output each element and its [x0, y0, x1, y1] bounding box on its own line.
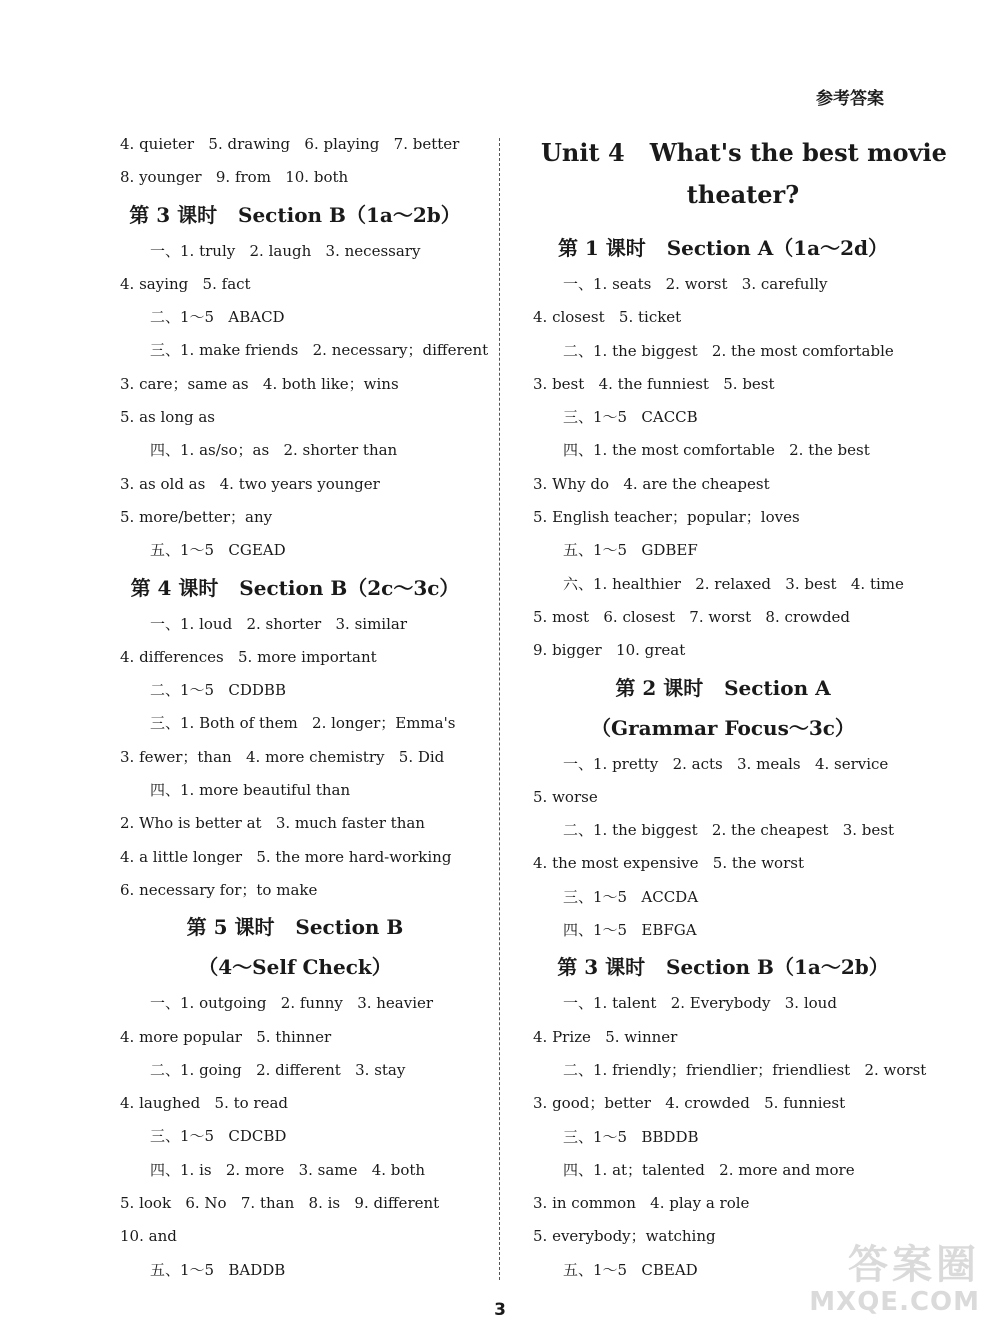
answer-line: 二、1～5 CDDBB — [150, 681, 286, 700]
answer-line: 5. more/better；any — [120, 507, 273, 526]
answer-line: 二、1. friendly；friendlier；friendliest 2. worst — [563, 1060, 927, 1079]
answer-line: 3. care；same as 4. both like；wins — [120, 374, 399, 393]
answer-line: 4. laughed 5. to read — [120, 1094, 289, 1113]
watermark-text: 答案圈 — [848, 1242, 980, 1288]
answer-line: 五、1～5 GDBEF — [563, 541, 698, 560]
left-column — [120, 128, 489, 1287]
section-heading: 第 5 课时 Section B — [186, 915, 404, 940]
answer-line: 3. as old as 4. two years younger — [120, 474, 380, 493]
answer-line: 四、1. the most comfortable 2. the best — [563, 441, 870, 460]
answer-line: 一、1. loud 2. shorter 3. similar — [150, 614, 407, 633]
page-header-title: 参考答案 — [816, 89, 884, 109]
answer-line: 六、1. healthier 2. relaxed 3. best 4. time — [563, 574, 904, 593]
answer-line: 一、1. seats 2. worst 3. carefully — [563, 275, 828, 293]
answer-line: 8. younger 9. from 10. both — [120, 168, 349, 187]
answer-line: 三、1～5 ACCDA — [563, 887, 699, 906]
column-divider — [499, 138, 500, 1280]
answer-line: 3. good；better 4. crowded 5. funniest — [533, 1094, 846, 1113]
answer-line: 5. as long as — [120, 408, 215, 427]
answer-line: 6. necessary for；to make — [120, 880, 318, 899]
watermark — [730, 1243, 980, 1317]
answer-line: 二、1～5 ABACD — [150, 308, 285, 327]
answer-line: 五、1～5 BADDB — [150, 1260, 286, 1279]
answer-line: 5. English teacher；popular；loves — [533, 508, 800, 527]
answer-line: 4. quieter 5. drawing 6. playing 7. better — [120, 135, 460, 153]
answer-line: 三、1. Both of them 2. longer；Emma's — [150, 714, 456, 733]
section-heading: 第 2 课时 Section A — [615, 675, 831, 700]
section-heading: 第 1 课时 Section A（1a～2d） — [557, 236, 889, 260]
watermark-url: MXQE.COM — [809, 1287, 980, 1317]
answer-line: 一、1. pretty 2. acts 3. meals 4. service — [563, 754, 889, 773]
section-heading: （4～Self Check） — [198, 955, 392, 980]
answer-line: 5. worse — [533, 787, 598, 806]
answer-line: 四、1. is 2. more 3. same 4. both — [150, 1160, 426, 1179]
answer-line: 三、1. make friends 2. necessary；different — [150, 341, 489, 360]
answer-line: 一、1. talent 2. Everybody 3. loud — [563, 994, 837, 1013]
answer-line: 4. a little longer 5. the more hard-working — [120, 847, 452, 866]
section-heading: （Grammar Focus～3c） — [591, 715, 855, 740]
answer-line: 10. and — [120, 1227, 177, 1246]
answer-line: 5. look 6. No 7. than 8. is 9. different — [120, 1194, 440, 1213]
answer-line: 四、1. as/so；as 2. shorter than — [150, 441, 398, 460]
answer-line: 4. differences 5. more important — [120, 647, 377, 666]
section-heading: 第 4 课时 Section B（2c～3c） — [130, 575, 460, 600]
answer-line: 一、1. truly 2. laugh 3. necessary — [150, 241, 421, 260]
answer-line: 4. the most expensive 5. the worst — [533, 854, 804, 873]
answer-line: 一、1. outgoing 2. funny 3. heavier — [150, 994, 434, 1013]
answer-line: 4. closest 5. ticket — [533, 308, 682, 327]
answer-line: 二、1. the biggest 2. the most comfortable — [563, 341, 894, 360]
answer-line: 2. Who is better at 3. much faster than — [120, 814, 425, 833]
answer-line: 四、1. at；talented 2. more and more — [563, 1160, 855, 1179]
answer-line: 5. most 6. closest 7. worst 8. crowded — [533, 607, 851, 626]
answer-line: 3. Why do 4. are the cheapest — [533, 474, 770, 493]
section-heading: 第 3 课时 Section B（1a～2b） — [129, 202, 461, 227]
answer-line: 三、1～5 CDCBD — [150, 1127, 287, 1146]
answer-line: 四、1. more beautiful than — [150, 781, 351, 800]
answer-line: 三、1～5 BBDDB — [563, 1127, 699, 1146]
answer-line: 4. saying 5. fact — [120, 274, 251, 293]
answer-line: 3. in common 4. play a role — [533, 1194, 750, 1213]
answer-line: 4. Prize 5. winner — [533, 1027, 678, 1046]
answer-line: 二、1. the biggest 2. the cheapest 3. best — [563, 821, 895, 840]
answer-line: 三、1～5 CACCB — [563, 408, 698, 427]
unit-title-line2: theater? — [686, 180, 800, 209]
section-heading: 第 3 课时 Section B（1a～2b） — [557, 955, 889, 980]
unit-title-line1: Unit 4 What's the best movie — [541, 138, 947, 167]
answer-line: 3. best 4. the funniest 5. best — [533, 374, 775, 393]
answer-line: 9. bigger 10. great — [533, 641, 686, 660]
page-number: 3 — [494, 1300, 506, 1320]
answer-line: 五、1～5 CBEAD — [563, 1260, 698, 1279]
answer-line: 四、1～5 EBFGA — [563, 921, 697, 940]
answer-line: 五、1～5 CGEAD — [150, 541, 286, 560]
answer-line: 二、1. going 2. different 3. stay — [150, 1060, 406, 1079]
answer-line: 4. more popular 5. thinner — [120, 1027, 332, 1046]
answer-line: 3. fewer；than 4. more chemistry 5. Did — [120, 747, 445, 766]
answer-line: 5. everybody；watching — [533, 1227, 716, 1246]
